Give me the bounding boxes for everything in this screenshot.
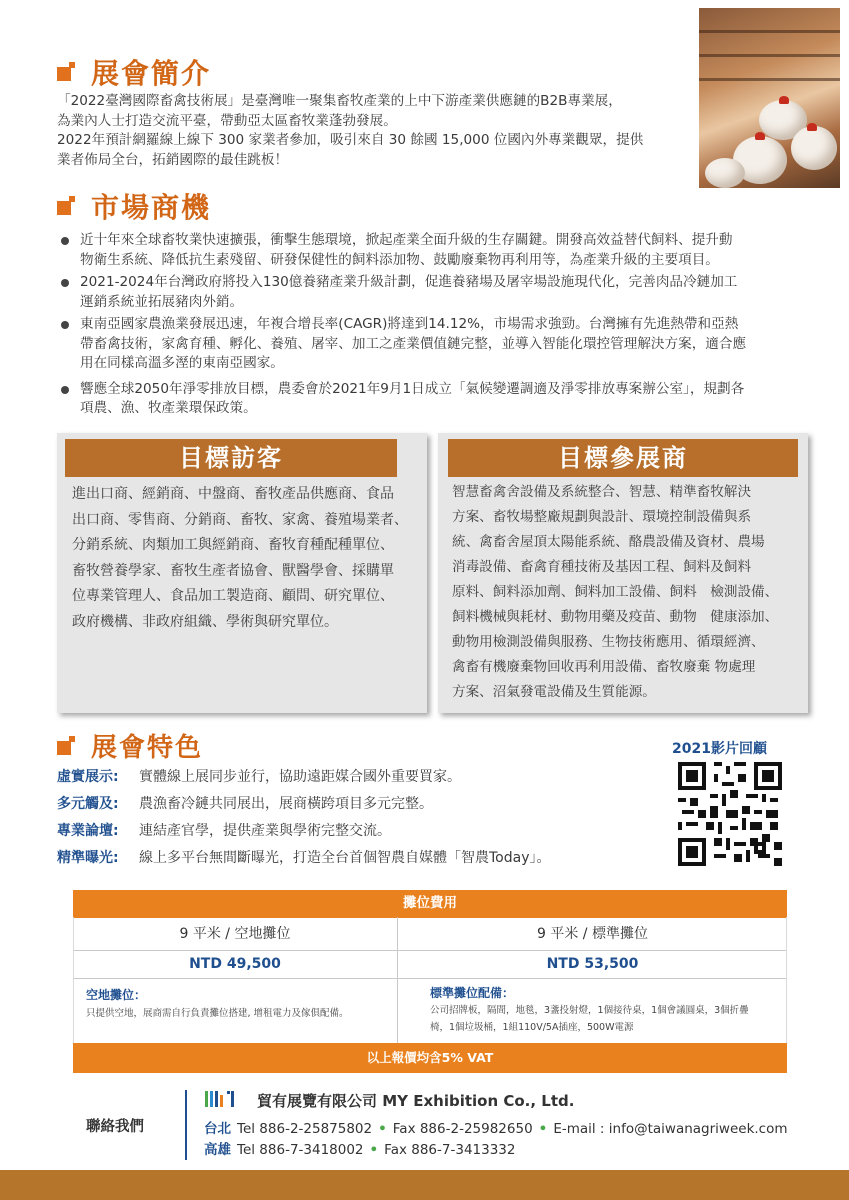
feature-item: 多元觸及: 農漁畜冷鏈共同展出，展商橫跨項目多元完整。 [57,796,433,812]
about-line: 2022年預計網羅線上線下 300 家業者參加，吸引來自 30 餘國 15,000 位國內外專業觀眾，提供 [57,132,644,148]
bullet-dot-icon [61,321,69,329]
bullet-dot-icon [61,386,69,394]
about-line: 業者佈局全台，拓銷國際的最佳跳板！ [57,151,289,168]
features-list [57,767,657,868]
target-exhibitors-text: 智慧畜禽舍設備及系統整合、智慧、精準畜牧解決 方案、畜牧場整廠規劃與設計、環境控制設備與系 統、禽畜舍屋頂太陽能系統、酪農設備及資材、農場 消毒設備、畜禽育種技術及基因工程、飼料及飼料 原料、飼料添加劑、飼料加工設備、飼料 檢測設備、 飼料機械與耗材、動物用藥及疫苗、動物 健康添加、 動物用檢測設備與服務、生物技術應用、循環經濟、 禽畜有機廢棄物回收再利用設備、畜牧廢棄 物處理 方案、沼氣發電設備及生質能源。 [452,484,779,700]
open-space-price: NTD 49,500 [189,956,281,972]
feature-item: 虛實展示: 實體線上展同步並行，協助遠距媒合國外重要買家。 [57,769,461,785]
market-bullets [57,231,817,422]
bullet-dot-icon [61,279,69,287]
target-exhibitors-box [438,433,808,713]
feature-item: 專業論壇: 連結產官學，提供產業與學術完整交流。 [57,823,391,839]
qr-code-icon[interactable] [678,762,782,866]
about-line: 為業內人士打造交流平臺，帶動亞太區畜牧業蓬勃發展。 [57,112,397,129]
section-square-icon [57,736,77,756]
standard-booth-label: 9 平米 / 標準攤位 [537,926,648,942]
market-bullet: 近十年來全球畜牧業快速擴張，衝擊生態環境，掀起產業全面升級的生存關鍵。開發高效益替代飼料、提升動 物衛生系統、降低抗生素殘留、研發保健性的飼料添加物、鼓勵廢棄物再利用等，為產業升級的主要項目。 [57,231,817,270]
contact-label: 聯絡我們 [86,1119,144,1135]
standard-booth-note: 公司招牌板，隔間，地毯，3盞投射燈，1個接待桌，1個會議圓桌，3個折疊 椅，1個垃圾桶，1組110V/5A插座，500W電源 [430,1005,749,1033]
bullet-dot-icon [61,237,69,245]
qr-title: 2021影片回顧 [672,741,767,757]
target-visitors-box [57,433,427,713]
about-line: 「2022臺灣國際畜禽技術展」是臺灣唯一聚集畜牧產業的上中下游產業供應鏈的B2B專業展， [57,93,622,109]
open-space-note: 只提供空地，展商需自行負責攤位搭建, 增租電力及傢俱配備。 [86,1008,349,1019]
target-exhibitors-title: 目標參展商 [448,439,798,477]
features-title: 展會特色 [91,733,204,763]
about-title: 展會簡介 [91,57,212,90]
company-name: 貿有展覽有限公司 MY Exhibition Co., Ltd. [257,1092,575,1110]
open-space-label: 9 平米 / 空地攤位 [179,926,291,942]
feature-item: 精準曝光: 線上多平台無間斷曝光，打造全台首個智農自媒體「智農Today」。 [57,850,551,866]
market-bullet: 東南亞國家農漁業發展迅速，年複合增長率(CAGR)將達到14.12%，市場需求強勁。台灣擁有先進熱帶和亞熱 帶畜禽技術，家禽育種、孵化、養殖、屠宰、加工之產業價值鏈完整，並導入智能化環控管理解決方案，適合應 用在同樣高溫多溼的東南亞國家。 [57,315,817,374]
target-visitors-text: 進出口商、經銷商、中盤商、畜牧產品供應商、食品 出口商、零售商、分銷商、畜牧、家禽、養殖場業者、 分銷系統、肉類加工與經銷商、畜牧育種配種單位、 畜牧營養學家、畜牧生產者協會、獸醫學會、採購單 位專業管理人、食品加工製造商、顧問、研究單位、 政府機構、非政府組織、學術與研究單位。 [72,486,408,630]
about-heading [57,52,211,92]
email-link[interactable]: E-mail : info@taiwanagriweek.com [553,1121,788,1137]
market-bullet: 2021-2024年台灣政府將投入130億養豬產業升級計劃，促進養豬場及屠宰場設施現代化，完善肉品冷鏈加工 運銷系統並拓展豬肉外銷。 [57,273,817,312]
section-square-icon [57,62,77,82]
bottom-decor-bar [0,1170,849,1200]
company-logo-icon [205,1089,239,1107]
vat-note: 以上報價均含5% VAT [73,1043,787,1073]
about-text [57,92,737,170]
contact-kaohsiung: 高雄 Tel 886-7-3418002 • Fax 886-7-3413332 [204,1142,516,1158]
features-heading [57,727,203,764]
standard-booth-note-title: 標準攤位配備： [430,986,515,1000]
market-heading [57,186,211,226]
standard-booth-price: NTD 53,500 [546,956,639,972]
open-space-note-title: 空地攤位： [86,988,147,1002]
market-bullet: 響應全球2050年淨零排放目標，農委會於2021年9月1日成立「氣候變遷調適及淨零排放專案辦公室」，規劃各 項農、漁、牧產業環保政策。 [57,380,817,419]
contact-taipei: 台北 Tel 886-2-25875802 • Fax 886-2-25982650 • E-mail : info@taiwanagriweek.com [204,1121,788,1137]
section-square-icon [57,196,77,216]
target-visitors-title: 目標訪客 [65,439,397,477]
price-table [73,890,787,1075]
price-table-header: 攤位費用 [73,890,787,917]
market-title: 市場商機 [91,191,212,224]
contact-divider [185,1090,187,1160]
